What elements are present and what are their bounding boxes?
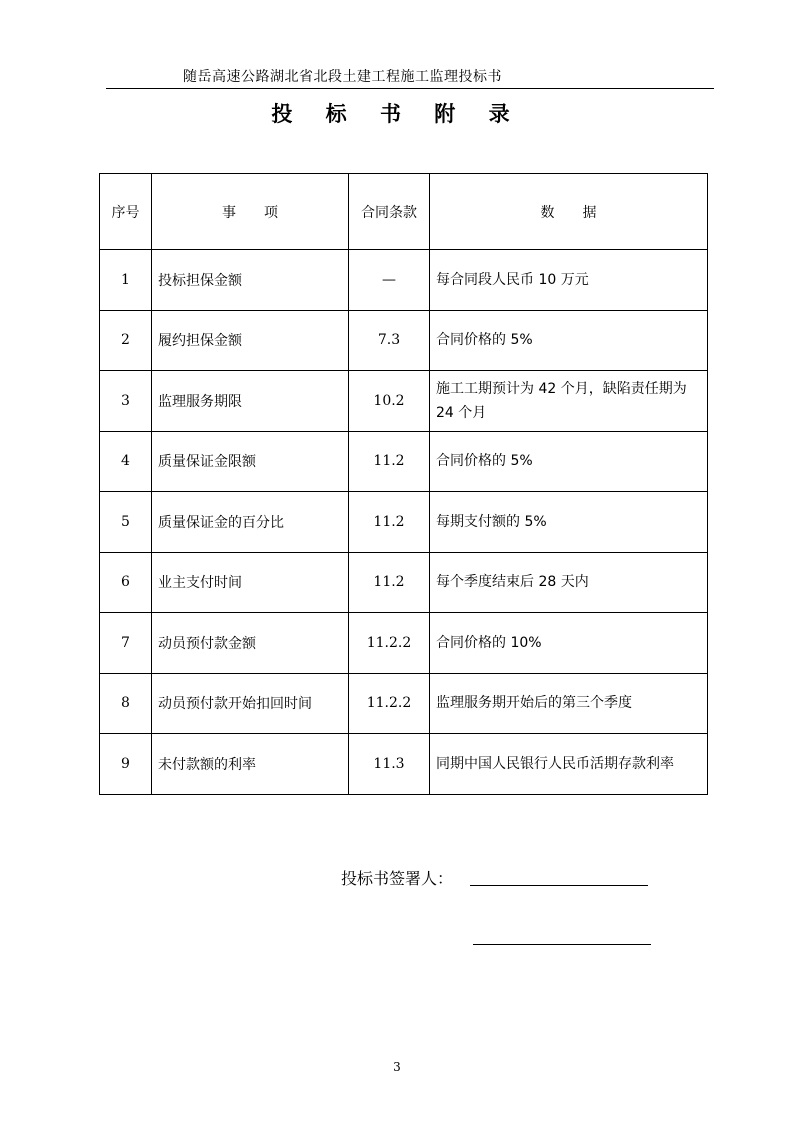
- table-row: [100, 552, 708, 613]
- row-number: 2: [100, 310, 152, 371]
- column-header-number: 序号: [100, 174, 152, 250]
- row-item: 动员预付款开始扣回时间: [152, 673, 349, 734]
- row-item: 质量保证金的百分比: [152, 492, 349, 553]
- row-clause: 11.2: [349, 552, 430, 613]
- column-header-item: 事 项: [152, 174, 349, 250]
- row-item: 动员预付款金额: [152, 613, 349, 674]
- signature-line-secondary: [473, 944, 651, 945]
- table-row: [100, 431, 708, 492]
- row-number: 9: [100, 734, 152, 795]
- column-header-data: 数 据: [430, 174, 708, 250]
- page-title: 投 标 书 附 录: [271, 101, 523, 126]
- row-clause: 7.3: [349, 310, 430, 371]
- row-item: 未付款额的利率: [152, 734, 349, 795]
- row-number: 4: [100, 431, 152, 492]
- row-number: 7: [100, 613, 152, 674]
- page-number: 3: [393, 1060, 401, 1074]
- row-number: 5: [100, 492, 152, 553]
- row-clause: 11.2: [349, 492, 430, 553]
- signatory-label: 投标书签署人：: [341, 869, 454, 888]
- row-item: 履约担保金额: [152, 310, 349, 371]
- row-number: 6: [100, 552, 152, 613]
- row-number: 1: [100, 250, 152, 311]
- row-item: 质量保证金限额: [152, 431, 349, 492]
- row-clause: —: [349, 250, 430, 311]
- row-data: 监理服务期开始后的第三个季度: [430, 673, 708, 734]
- table-row: [100, 310, 708, 371]
- row-item: 监理服务期限: [152, 371, 349, 432]
- signature-line: [470, 885, 648, 886]
- row-data: 同期中国人民银行人民币活期存款利率: [430, 734, 708, 795]
- row-number: 3: [100, 371, 152, 432]
- row-clause: 11.2.2: [349, 673, 430, 734]
- row-clause: 11.2: [349, 431, 430, 492]
- row-number: 8: [100, 673, 152, 734]
- table-row: [100, 734, 708, 795]
- table-row: [100, 673, 708, 734]
- header-divider: [106, 88, 714, 89]
- row-clause: 11.3: [349, 734, 430, 795]
- row-data: 每合同段人民币 10 万元: [430, 250, 708, 311]
- row-data: 每个季度结束后 28 天内: [430, 552, 708, 613]
- appendix-table: [99, 173, 708, 795]
- table-header-row: [100, 174, 708, 250]
- row-data: 每期支付额的 5%: [430, 492, 708, 553]
- row-data: 合同价格的 10%: [430, 613, 708, 674]
- running-header: 随岳高速公路湖北省北段土建工程施工监理投标书: [183, 69, 502, 85]
- table-row: [100, 492, 708, 553]
- table-row: [100, 613, 708, 674]
- table-row: [100, 250, 708, 311]
- row-item: 业主支付时间: [152, 552, 349, 613]
- row-data: 施工工期预计为 42 个月，缺陷责任期为 24 个月: [430, 371, 708, 432]
- row-clause: 11.2.2: [349, 613, 430, 674]
- row-data: 合同价格的 5%: [430, 431, 708, 492]
- row-item: 投标担保金额: [152, 250, 349, 311]
- table-row: [100, 371, 708, 432]
- row-clause: 10.2: [349, 371, 430, 432]
- column-header-clause: 合同条款: [349, 174, 430, 250]
- row-data: 合同价格的 5%: [430, 310, 708, 371]
